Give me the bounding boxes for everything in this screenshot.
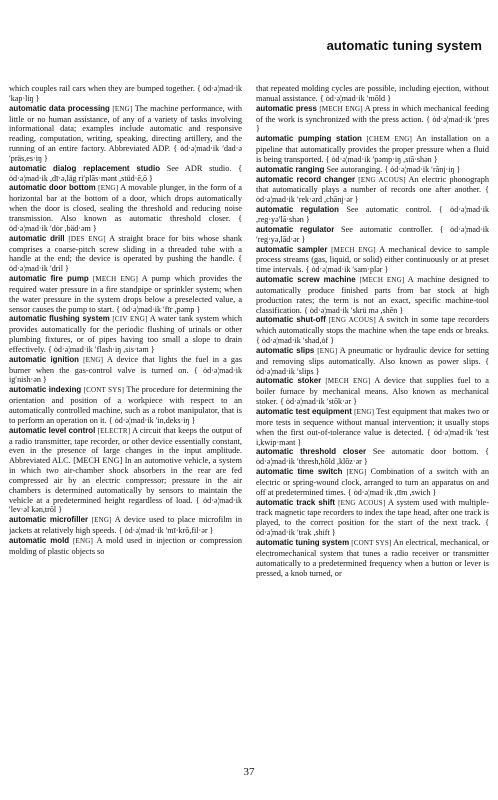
entry-pronunciation: { ȯd·ə¦mad·ik ′kap·liŋ } <box>9 84 243 103</box>
entry-pronunciation: { ȯd·ə¦mad·ik ′pəmp·iŋ ,stā·shən } <box>325 154 438 164</box>
dictionary-entry <box>256 315 489 346</box>
entry-definition: A machine designed to automatically produce finished parts from bar stock at high production rates; the term is not an exact, specific machine-tool classification. <box>256 275 489 315</box>
entry-definition: See autoranging. <box>326 164 383 174</box>
right-column <box>256 84 489 756</box>
entry-field-label: [ELECTR] <box>97 426 131 435</box>
entry-field-label: [ENG] <box>98 184 119 193</box>
dictionary-entry <box>256 275 489 315</box>
entry-definition: See ADR studio. <box>166 163 232 173</box>
entry-headword: automatic dialog replacement studio <box>9 163 161 173</box>
entry-definition: A device that lights the fuel in a gas burner when the gas-control valve is turned on. <box>9 354 242 375</box>
entry-definition: The procedure for determining the orientation and position of a workpiece with respect to an automatically controlled machine, such as a robot manipulator, that is to perform an operation on it. <box>9 385 242 425</box>
entry-definition: A press in which mechanical feeding of the work is synchronized with the press action. <box>256 103 489 124</box>
entry-definition: An installation on a pipeline that automatically provides the proper pressure when a fluid is being transported. <box>256 134 489 164</box>
entry-headword: automatic pumping station <box>256 134 362 144</box>
dictionary-entry <box>9 164 242 184</box>
entry-definition: A pump which provides the required water pressure in a fire standpipe or sprinkler system; when the water pressure in the system drops below a preselected value, a sensor causes the pump to start. <box>9 274 242 314</box>
entry-pronunciation: { ȯd·ə¦mad·ik ′sam·plər } <box>305 265 389 275</box>
entry-definition: A circuit that keeps the output of a radio transmitter, tape recorder, or other device essentially constant, even in the presence of large changes in the input amplitude. Abbreviated ALC. [MECH ENG] In an automotive vehicle, a system in which two air-chamber shock absorbers in the rear are fed compressed air by an electric compressor; pressure in the air chambers is determined automatically by sensors to maintain the vehicle at a predetermined height regardless of load. <box>9 425 242 505</box>
entry-definition: An electric phonograph that automatically plays a number of records one after another. <box>256 174 489 195</box>
dictionary-entry <box>256 225 489 245</box>
entry-field-label: [ENG] <box>354 408 375 416</box>
dictionary-entry <box>256 175 489 206</box>
entry-definition: A movable plunger, in the form of a horizontal bar at the bottom of a door, which drops automatically when the door is closed, sealing the threshold and reducing noise transmission. Also known as automatic threshold closer. <box>9 183 242 223</box>
entry-definition: that repeated molding cycles are possible, including ejection, without manual assistance. <box>256 84 489 103</box>
dictionary-entry <box>9 274 242 314</box>
entry-field-label: [ENG] <box>317 346 338 355</box>
page-number: 37 <box>243 766 255 778</box>
entry-headword: automatic regulator <box>256 224 335 234</box>
dictionary-entry <box>9 314 242 354</box>
entry-field-label: [ENG] <box>112 104 133 113</box>
entry-pronunciation: { ȯd·ə¦mad·ik ′dȯr ,bäd·əm } <box>9 213 243 233</box>
entry-headword: automatic threshold closer <box>256 447 367 457</box>
entry-pronunciation: { ȯd·ə¦mad·ik ′dad·ə ′präs,es·iŋ } <box>9 144 242 163</box>
entry-definition: A device that supplies fuel to a boiler furnace by mechanical means. Also known as mechanical stoker. <box>256 376 489 407</box>
entry-pronunciation: { ȯd·ə¦mad·ik ′in,deks·iŋ } <box>108 415 196 425</box>
entry-headword: automatic stoker <box>256 376 322 386</box>
entry-pronunciation: { ȯd·ə¦mad·ik ,reg·yə′lā·shən } <box>256 205 489 224</box>
entry-field-label: [MECH ENG] <box>331 245 376 254</box>
dictionary-entry <box>256 467 489 498</box>
entry-headword: automatic ranging <box>256 164 325 174</box>
dictionary-entry <box>9 234 242 274</box>
dictionary-entry <box>256 245 489 276</box>
entry-pronunciation: { ȯd·ə¦mad·ik ′reg·yə,lād·ər } <box>256 224 489 244</box>
entry-definition: A pneumatic or hydraulic device for setting and removing slips automatically. Also known as power slips. <box>256 345 489 366</box>
entry-headword: automatic time switch <box>256 467 343 477</box>
entry-pronunciation: { ȯd·ə¦mad·ik ′thresh,hōld ,klōz·ər } <box>256 447 489 467</box>
entry-field-label: [ENG] <box>346 468 367 477</box>
dictionary-entry <box>9 515 242 536</box>
entry-pronunciation: { ȯd·ə¦mad·ik ′mōld } <box>319 93 392 103</box>
left-column <box>9 84 242 756</box>
dictionary-entry <box>256 165 489 175</box>
entry-definition: A mechanical device to sample process streams (gas, liquid, or solid) either continuously or at preset time intervals. <box>256 244 489 275</box>
dictionary-entry <box>256 447 489 467</box>
entry-headword: automatic screw machine <box>256 275 356 285</box>
entry-headword: automatic door bottom <box>9 183 96 193</box>
dictionary-entry <box>9 104 242 164</box>
entry-field-label: [CHEM ENG] <box>366 135 413 144</box>
entry-pronunciation: { ȯd·ə¦mad·ik ′shad,ȯf } <box>256 336 335 346</box>
entry-field-label: [ENG] <box>83 355 104 364</box>
entry-headword: automatic tuning system <box>256 537 350 547</box>
dictionary-entry <box>256 538 489 578</box>
dictionary-entry <box>9 385 242 425</box>
dictionary-entry <box>256 84 489 104</box>
dictionary-entry <box>256 205 489 225</box>
entry-definition: A water tank system which provides automatically for the periodic flushing of urinals or other plumbing fixtures, or of pipes having too small a slope to drain effectively. <box>9 314 242 354</box>
entry-headword: automatic sampler <box>256 244 328 254</box>
entry-headword: automatic mold <box>9 535 70 545</box>
dictionary-entry <box>256 407 489 447</box>
entry-definition: See automatic control. <box>346 205 432 215</box>
entry-definition: Test equipment that makes two or more tests in sequence without manual intervention; it usually stops when the first out-of-tolerance value is detected. <box>256 407 489 437</box>
entry-definition: Combination of a switch with an electric or spring-wound clock, arranged to turn an apparatus on and off at predetermined times. <box>256 467 489 497</box>
dictionary-entry <box>9 183 242 233</box>
dictionary-entry <box>256 376 489 407</box>
entry-field-label: [ENG] <box>73 536 94 545</box>
entry-pronunciation: { ȯd·ə¦mad·ik ′rek·ərd ,chānj·ər } <box>256 185 489 205</box>
dictionary-entry <box>9 84 242 104</box>
entry-headword: automatic data processing <box>9 103 110 113</box>
entry-headword: automatic test equipment <box>256 407 352 416</box>
dictionary-entry <box>9 426 242 516</box>
dictionary-entry <box>256 346 489 377</box>
entry-pronunciation: { ȯd·ə¦mad·ik ,dī·ə,läg ri′plās·mənt ,stüd·ē,ō } <box>9 163 242 183</box>
entry-field-label: [ENG] <box>91 516 112 525</box>
entry-field-label: [CONT SYS] <box>351 538 392 547</box>
entry-definition: A mold used in injection or compression molding of plastic objects so <box>9 535 242 556</box>
entry-definition: See automatic controller. <box>340 224 433 234</box>
page-body <box>9 84 489 756</box>
entry-pronunciation: { ȯd·ə¦mad·ik ′flash·iŋ ,sis·təm } <box>47 344 155 354</box>
entry-field-label: [CIV ENG] <box>112 315 148 324</box>
entry-definition: A switch in some tape recorders which automatically stops the machine when the tape ends or breaks. <box>256 315 489 336</box>
entry-pronunciation: { ȯd·ə¦mad·ik ′dril } <box>9 254 242 274</box>
entry-headword: automatic level control <box>9 425 96 435</box>
entry-pronunciation: { ȯd·ə¦mad·ik ′stōk·ər } <box>279 397 357 407</box>
entry-field-label: [MECH ENG] <box>319 104 363 113</box>
running-head: automatic tuning system <box>326 38 482 53</box>
entry-definition: which couples rail cars when they are bumped together. <box>9 84 195 93</box>
dictionary-entry <box>256 134 489 165</box>
entry-field-label: [DES ENG] <box>68 234 106 243</box>
dictionary-entry <box>9 355 242 386</box>
entry-headword: automatic track shift <box>256 497 336 507</box>
entry-pronunciation: { ȯd·ə¦mad·ik ′pres } <box>256 114 489 134</box>
entry-field-label: [MECH ENG] <box>359 276 405 285</box>
entry-pronunciation: { ȯd·ə¦mad·ik ′mī·krō,fil·ər } <box>118 526 214 536</box>
entry-headword: automatic microfiller <box>9 515 89 525</box>
entry-field-label: [ENG ACOUS] <box>358 175 406 184</box>
dictionary-entry <box>256 498 489 538</box>
entry-definition: An electrical, mechanical, or electromechanical system that tunes a radio receiver or transmitter automatically to a predetermined frequency when a button or lever is pressed, a knob turned, or <box>256 537 489 578</box>
entry-headword: automatic indexing <box>9 385 82 395</box>
entry-headword: automatic flushing system <box>9 314 110 324</box>
entry-field-label: [MECH ENG] <box>325 377 371 386</box>
entry-field-label: [ENG ACOUS] <box>328 316 376 325</box>
entry-pronunciation: { ȯd·ə¦mad·ik ′fīr ,pəmp } <box>116 304 201 314</box>
entry-definition: See automatic door bottom. <box>372 447 479 457</box>
entry-pronunciation: { ȯd·ə¦mad·ik ,tīm ,swich } <box>347 487 437 497</box>
entry-pronunciation: { ȯd·ə¦mad·ik ′rānj·iŋ } <box>384 164 461 174</box>
entry-pronunciation: { ȯd·ə¦mad·ik ′skrü mə ,shēn } <box>303 305 404 315</box>
entry-headword: automatic press <box>256 103 317 113</box>
entry-pronunciation: { ȯd·ə¦mad·ik ′slips } <box>256 356 489 376</box>
entry-pronunciation: { ȯd·ə¦mad·ik ′test i,kwip·mənt } <box>256 427 489 447</box>
entry-headword: automatic ignition <box>9 354 79 364</box>
entry-definition: A system used with multiple-track magnetic tape recorders to index the tape head, after one track is played, to the correct position for the start of the next track. <box>256 497 489 528</box>
entry-headword: automatic slips <box>256 345 315 355</box>
dictionary-entry <box>9 536 242 557</box>
entry-headword: automatic drill <box>9 233 65 243</box>
entry-pronunciation: { ȯd·ə¦mad·ik ′lev·əl kən,trōl } <box>9 495 242 515</box>
dictionary-entry <box>256 104 489 135</box>
entry-definition: A straight brace for bits whose shank comprises a coarse-pitch screw sliding in a threaded tube with a handle at the end; the device is operated by pushing the handle. <box>9 233 242 264</box>
entry-definition: The machine performance, with little or no human assistance, of any of a variety of tasks involving informational data; examples include automatic and responsive reading, computation, writing, speaking, directing artillery, and the running of an entire factory. Abbreviated ADP. <box>9 103 242 154</box>
entry-pronunciation: { ȯd·ə¦mad·ik ig′nish·ən } <box>9 365 242 385</box>
entry-pronunciation: { ȯd·ə¦mad·ik ′trak ,shift } <box>256 518 489 538</box>
entry-headword: automatic regulation <box>256 205 339 215</box>
entry-headword: automatic fire pump <box>9 274 89 284</box>
entry-headword: automatic record changer <box>256 174 356 184</box>
entry-field-label: [MECH ENG] <box>92 275 139 284</box>
entry-field-label: [ENG ACOUS] <box>338 498 386 507</box>
entry-field-label: [CONT SYS] <box>83 386 125 395</box>
entry-headword: automatic shut-off <box>256 315 326 325</box>
entry-definition: A device used to place microfilm in jackets at relatively high speeds. <box>9 515 242 536</box>
